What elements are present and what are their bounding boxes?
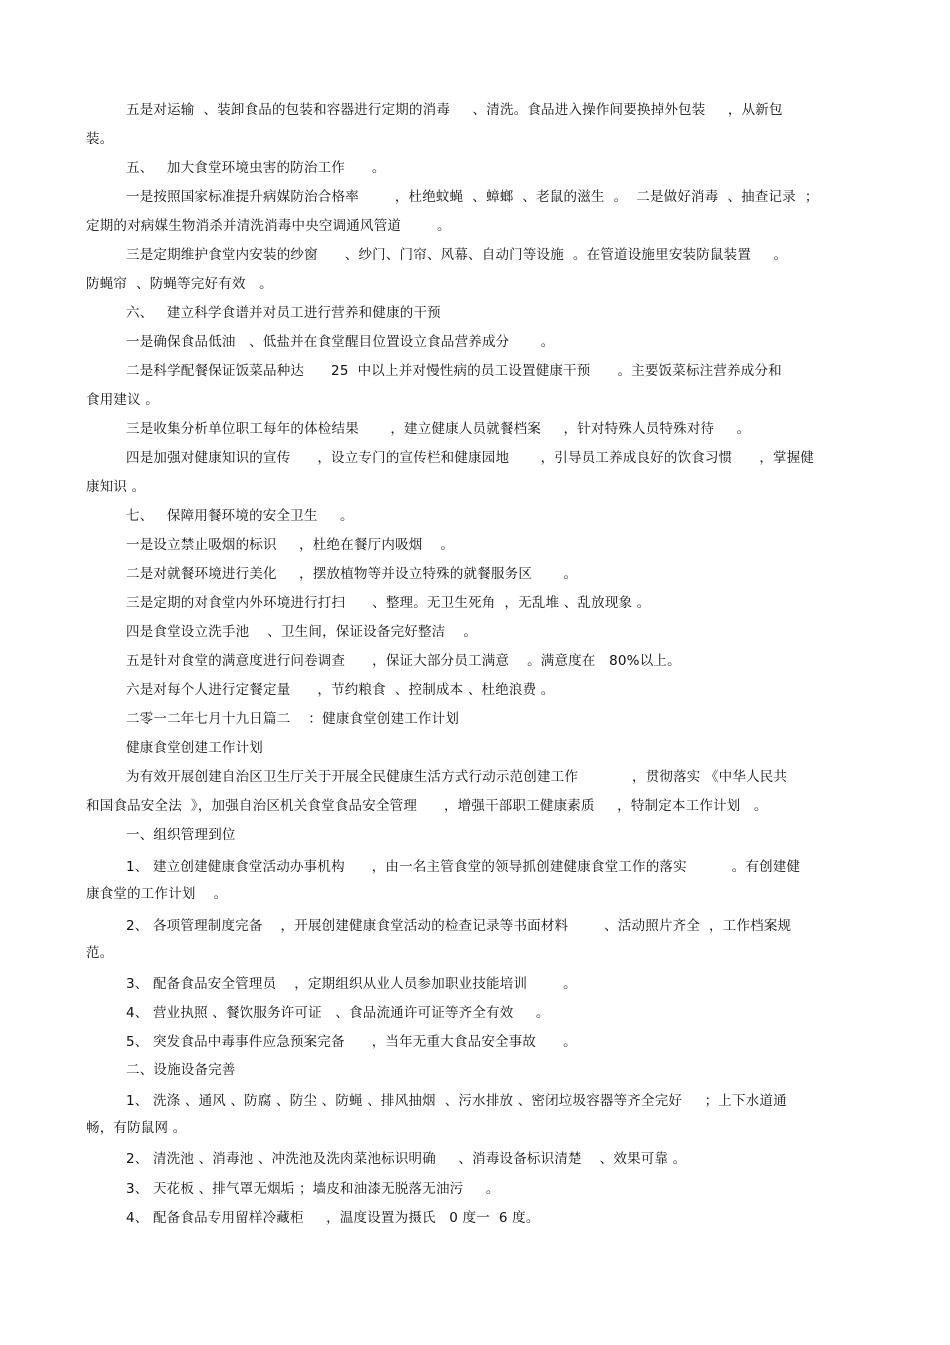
text-line: 康知识 。 bbox=[86, 479, 146, 495]
text-line: 定期的对病媒生物消杀并清洗消毒中央空调通风管道 。 bbox=[86, 218, 451, 234]
text-line: 一是按照国家标准提升病媒防治合格率 ，杜绝蚊蝇 、蟑螂 、老鼠的滋生 。 二是做好消毒 、抽查记录 ； bbox=[126, 189, 819, 205]
text-line: 2、 清洗池 、消毒池 、冲洗池及洗肉菜池标识明确 、消毒设备标识清楚 、效果可靠 。 bbox=[126, 1151, 687, 1167]
text-line: 1、 洗涤 、通风 、防腐 、防尘 、防蝇 、排风抽烟 、污水排放 、密闭垃圾容器等齐全完好 ；上下水道通 bbox=[126, 1093, 787, 1109]
text-line: 3、 配备食品安全管理员 ，定期组织从业人员参加职业技能培训 。 bbox=[126, 976, 577, 992]
section-heading: 六、 建立科学食谱并对员工进行营养和健康的干预 bbox=[126, 305, 441, 321]
text-line: 畅，有防鼠网 。 bbox=[86, 1120, 187, 1136]
text-line: 六是对每个人进行定餐定量 ，节约粮食 、控制成本 、杜绝浪费 。 bbox=[126, 682, 555, 698]
text-line: 一是确保食品低油 、低盐并在食堂醒目位置设立食品营养成分 。 bbox=[126, 334, 555, 350]
text-line: 4、 配备食品专用留样冷藏柜 ，温度设置为摄氏 0 度一 6 度。 bbox=[126, 1210, 540, 1226]
text-line: 三是收集分析单位职工每年的体检结果 ，建立健康人员就餐档案 ，针对特殊人员特殊对待 。 bbox=[126, 421, 751, 437]
text-line: 5、 突发食品中毒事件应急预案完备 ，当年无重大食品安全事故 。 bbox=[126, 1034, 577, 1050]
text-line: 2、 各项管理制度完备 ，开展创建健康食堂活动的检查记录等书面材料 、活动照片齐全 ，工作档案规 bbox=[126, 918, 792, 934]
text-line: 康食堂的工作计划 。 bbox=[86, 886, 228, 902]
text-line: 食用建议 。 bbox=[86, 392, 159, 408]
text-line: 为有效开展创建自治区卫生厅关于开展全民健康生活方式行动示范创建工作 ，贯彻落实 《中华人民共 bbox=[126, 769, 788, 785]
section-heading: 七、 保障用餐环境的安全卫生 。 bbox=[126, 508, 354, 524]
text-line: 四是加强对健康知识的宣传 ，设立专门的宣传栏和健康园地 ，引导员工养成良好的饮食习惯 ，掌握健 bbox=[126, 450, 815, 466]
section-heading: 二、设施设备完善 bbox=[126, 1062, 236, 1078]
text-line: 1、 建立创建健康食堂活动办事机构 ，由一名主管食堂的领导抓创建健康食堂工作的落实 。有创建健 bbox=[126, 859, 801, 875]
text-line: 四是食堂设立洗手池 、卫生间，保证设备完好整洁 。 bbox=[126, 624, 478, 640]
document-title: 健康食堂创建工作计划 bbox=[126, 740, 263, 756]
text-line: 3、 天花板 、排气罩无烟垢 ；墙皮和油漆无脱落无油污 。 bbox=[126, 1181, 500, 1197]
text-line: 二是科学配餐保证饭菜品种达 25 中以上并对慢性病的员工设置健康干预 。主要饭菜标注营养成分和 bbox=[126, 363, 782, 379]
text-line: 范。 bbox=[86, 945, 114, 961]
text-line: 五是针对食堂的满意度进行问卷调查 ，保证大部分员工满意 。满意度在 80%以上。 bbox=[126, 653, 681, 669]
section-heading: 五、 加大食堂环境虫害的防治工作 。 bbox=[126, 160, 386, 176]
section-heading: 一、组织管理到位 bbox=[126, 827, 236, 843]
text-line: 防蝇帘 、防蝇等完好有效 。 bbox=[86, 276, 273, 292]
text-line: 装。 bbox=[86, 131, 114, 147]
text-line: 二零一二年七月十九日篇二 ：健康食堂创建工作计划 bbox=[126, 711, 460, 727]
text-line: 三是定期的对食堂内外环境进行打扫 、整理。无卫生死角 ，无乱堆 、乱放现象 。 bbox=[126, 595, 651, 611]
text-line: 4、 营业执照 、餐饮服务许可证 、食品流通许可证等齐全有效 。 bbox=[126, 1005, 550, 1021]
text-line: 和国食品安全法 》，加强自治区机关食堂食品安全管理 ，增强干部职工健康素质 ，特制定本工作计划 。 bbox=[86, 798, 768, 814]
text-line: 五是对运输 、装卸食品的包装和容器进行定期的消毒 、清洗。食品进入操作间要换掉外包装 ，从新包 bbox=[126, 102, 783, 118]
text-line: 三是定期维护食堂内安装的纱窗 、纱门、门帘、风幕、自动门等设施 。在管道设施里安装防鼠装置 。 bbox=[126, 247, 788, 263]
text-line: 二是对就餐环境进行美化 ，摆放植物等并设立特殊的就餐服务区 。 bbox=[126, 566, 578, 582]
text-line: 一是设立禁止吸烟的标识 ，杜绝在餐厅内吸烟 。 bbox=[126, 537, 455, 553]
